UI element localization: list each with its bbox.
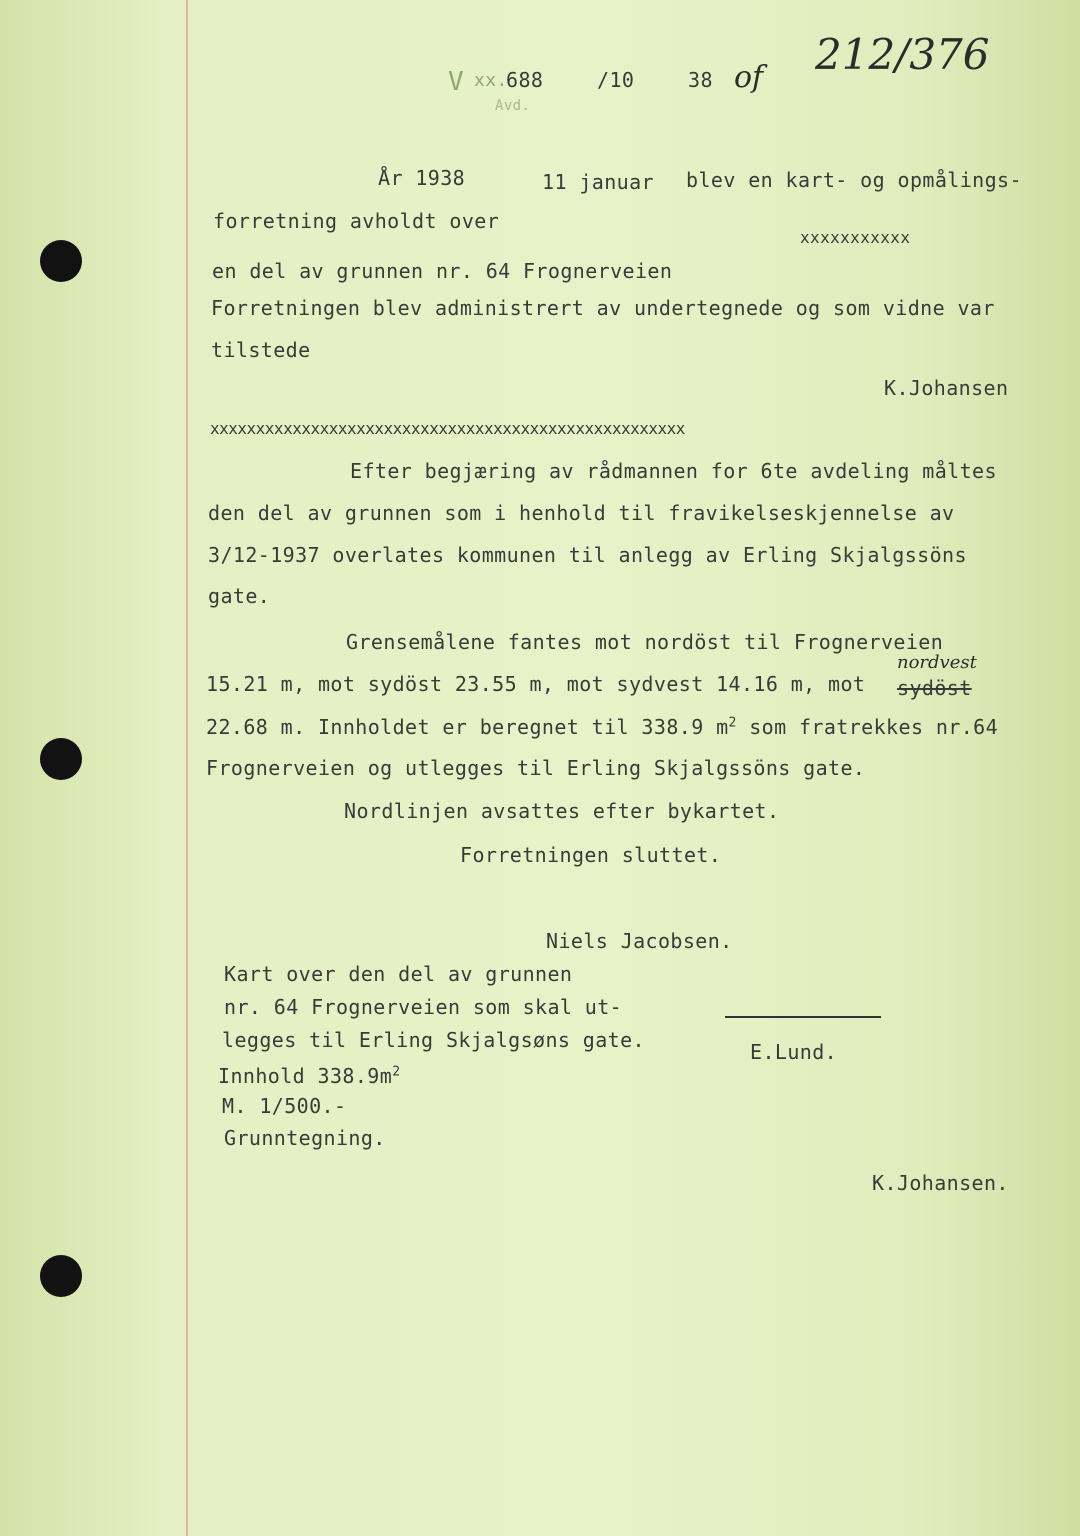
map-note-scale: M. 1/500.- xyxy=(222,1094,347,1118)
body-p1-line3: 3/12-1937 overlates kommunen til anlegg av Erling Skjalgssöns xyxy=(208,543,967,567)
map-note-line3: legges til Erling Skjalgsøns gate. xyxy=(222,1028,645,1052)
body-p2-line4: Frognerveien og utlegges til Erling Skjalgssöns gate. xyxy=(206,756,866,780)
handwritten-folio: 212/376 xyxy=(815,30,990,79)
body-p2-line1: Grensemålene fantes mot nordöst til Frognerveien xyxy=(346,630,944,654)
body-p3: Nordlinjen avsattes efter bykartet. xyxy=(344,799,780,823)
handwritten-correction: nordvest xyxy=(897,652,977,673)
date: 11 januar xyxy=(542,170,654,194)
map-note-line1: Kart over den del av grunnen xyxy=(224,962,573,986)
body-p1-line4: gate. xyxy=(208,584,271,608)
signature-2: E.Lund. xyxy=(750,1040,838,1064)
punch-hole-top xyxy=(40,240,82,282)
stamp-number: 688 xyxy=(506,68,544,92)
signature-1: Niels Jacobsen. xyxy=(546,929,733,953)
stamp-prefix: V xyxy=(448,67,465,97)
handwritten-initials: of xyxy=(734,60,764,95)
punch-hole-bottom xyxy=(40,1255,82,1297)
stamp-year: 38 xyxy=(688,68,713,92)
year-label: År 1938 xyxy=(378,166,466,190)
map-note-type: Grunntegning. xyxy=(224,1126,386,1150)
map-note-area: Innhold $338.9m^2$ xyxy=(218,1064,401,1088)
intro-line3: en del av grunnen nr. 64 Frognerveien xyxy=(212,259,673,283)
body-p2-line2: 15.21 m, mot sydöst 23.55 m, mot sydvest 14.16 m, mot xyxy=(206,672,866,696)
stamp-subline: Avd. xyxy=(495,98,531,114)
blanked-field: xxxxxxxxxxx xyxy=(800,228,911,247)
map-note-line2: nr. 64 Frognerveien som skal ut- xyxy=(224,995,623,1019)
intro-line4: Forretningen blev administrert av undertegnede og som vidne var xyxy=(211,296,995,320)
body-p4: Forretningen sluttet. xyxy=(460,843,722,867)
struck-word: sydöst xyxy=(897,676,972,700)
signature-rule xyxy=(725,1016,881,1018)
margin-rule xyxy=(186,0,188,1536)
body-p1-line2: den del av grunnen som i henhold til fravikelseskjennelse av xyxy=(208,501,955,525)
stamp-struck: xx. xyxy=(474,70,508,91)
intro-line5: tilstede xyxy=(211,338,311,362)
intro-line1: blev en kart- og opmålings- xyxy=(686,168,1022,192)
separator-line: xxxxxxxxxxxxxxxxxxxxxxxxxxxxxxxxxxxxxxxxxxxxxxxxxxxx xyxy=(210,419,685,438)
stamp-date: /10 xyxy=(597,68,635,92)
superscript-2: 2 xyxy=(728,715,737,731)
signature-3: K.Johansen. xyxy=(872,1171,1009,1195)
body-p2-line3: 22.68 m. Innholdet er beregnet til 338.9 $m^2$ som fratrekkes nr.64 xyxy=(206,715,999,739)
witness-name: K.Johansen xyxy=(884,376,1009,400)
body-p1-line1: Efter begjæring av rådmannen for 6te avdeling måltes xyxy=(350,459,997,483)
punch-hole-middle xyxy=(40,738,82,780)
intro-line2: forretning avholdt over xyxy=(213,209,500,233)
